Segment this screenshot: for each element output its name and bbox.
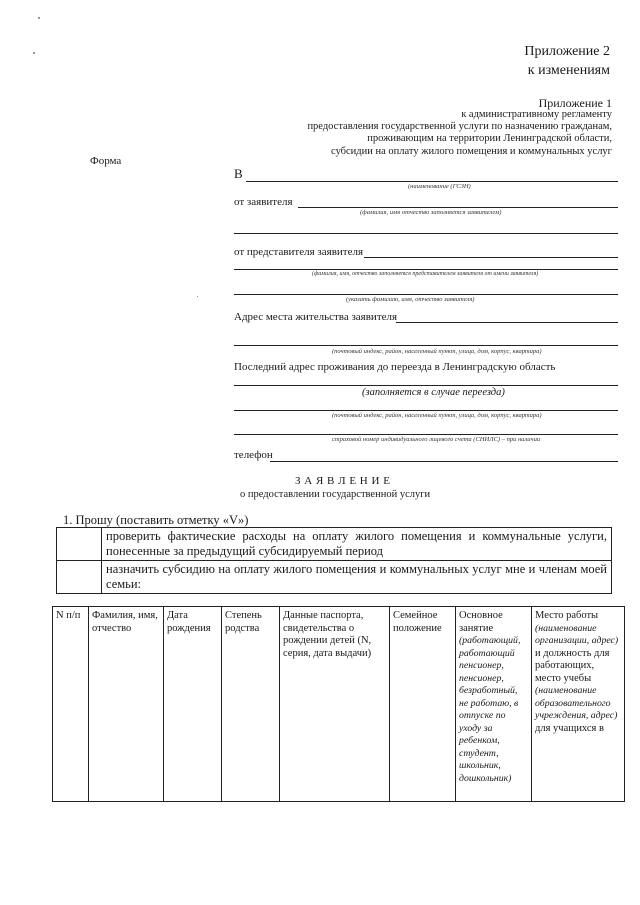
applicant-field-line-2[interactable] xyxy=(234,233,618,234)
applicant-field-line[interactable] xyxy=(298,207,618,208)
to-field-caption: (наименование (ГСЗН) xyxy=(408,183,471,190)
workplace-a: Место работы xyxy=(535,610,599,621)
col-passport-header: Данные паспорта, свидетельства о рождении детей (N, серия, дата выдачи) xyxy=(280,607,390,802)
appendix2-line1: Приложение 2 xyxy=(524,44,610,59)
family-members-table xyxy=(52,606,625,802)
representative-field-line-3[interactable] xyxy=(234,294,618,295)
appendix1-line2: к административному регламенту xyxy=(461,109,612,120)
address-field-caption: (почтовый индекс, район, населенный пункт, улица, дом, корпус, квартира) xyxy=(332,348,542,355)
phone-label: телефон xyxy=(234,449,273,461)
request-label: 1. Прошу (поставить отметку «V») xyxy=(63,513,249,527)
phone-field-line[interactable] xyxy=(270,461,618,462)
address-field-line[interactable] xyxy=(396,322,618,323)
statement-subtitle: о предоставлении государственной услуги xyxy=(240,489,431,500)
appendix1-line5: субсидии на оплату жилого помещения и коммунальных услуг xyxy=(331,146,612,157)
option2-text: назначить субсидию на оплату жилого помещения и коммунальных услуг мне и членам моей семьи: xyxy=(102,561,612,594)
to-field-line[interactable] xyxy=(246,181,618,182)
last-address-note: (заполняется в случае переезда) xyxy=(362,387,505,398)
last-address-field-caption: (почтовый индекс, район, населенный пункт, улица, дом, корпус, квартира) xyxy=(332,412,542,419)
last-address-field-line-2[interactable] xyxy=(234,410,618,411)
representative-field-caption: (фамилия, имя, отчество заполняется представителем заявителя от имени заявителя) xyxy=(312,271,539,277)
last-address-label: Последний адрес проживания до переезда в Ленинградскую область xyxy=(234,361,556,373)
col-marital-header: Семейное положение xyxy=(390,607,456,802)
appendix1-line4: проживающим на территории Ленинградской области, xyxy=(367,133,612,144)
option2-checkbox-cell[interactable] xyxy=(57,561,102,594)
representative-field-line[interactable] xyxy=(364,257,618,258)
applicant-label: от заявителя xyxy=(234,196,293,208)
occupation-note: (работающий, работающий пенсионер, пенсионер, безработный, не работаю, в отпуске по уходу за ребенком, студент, школьник, дошкольник) xyxy=(459,635,521,784)
scan-speck xyxy=(33,52,35,54)
statement-title: З А Я В Л Е Н И Е xyxy=(295,475,391,487)
col-name-header: Фамилия, имя, отчество xyxy=(89,607,164,802)
appendix1-line3: предоставления государственной услуги по назначению гражданам, xyxy=(307,121,612,132)
address-label: Адрес места жительства заявителя xyxy=(234,311,398,323)
workplace-c: и должность для работающих, место учебы xyxy=(535,647,610,684)
request-option-row xyxy=(57,561,612,594)
col-number-header: N п/п xyxy=(53,607,89,802)
col-workplace-header xyxy=(532,607,625,802)
col-birthdate-header: Дата рождения xyxy=(164,607,222,802)
representative-field-line-2[interactable] xyxy=(234,269,618,270)
option1-text: проверить фактические расходы на оплату жилого помещения и коммунальные услуги, понесенные за предыдущий субсидируемый период xyxy=(102,528,612,561)
request-option-row xyxy=(57,528,612,561)
occupation-title: Основное занятие xyxy=(459,610,503,634)
col-relation-header: Степень родства xyxy=(222,607,280,802)
scan-speck xyxy=(38,17,40,19)
scan-speck xyxy=(197,296,198,297)
to-prefix: В xyxy=(234,166,243,181)
appendix2-line2: к изменениям xyxy=(527,63,610,78)
workplace-e: для учащихся в xyxy=(535,722,604,734)
appendix1-line1: Приложение 1 xyxy=(538,96,612,110)
table-header-row xyxy=(53,607,625,802)
option1-checkbox-cell[interactable] xyxy=(57,528,102,561)
snils-field-caption: страховой номер индивидуального лицевого счета (СНИЛС) – при наличии xyxy=(332,436,541,443)
applicant-name-caption: (указать фамилию, имя, отчество заявителя) xyxy=(346,296,475,303)
form-label: Форма xyxy=(90,155,122,167)
applicant-field-caption: (фамилия, имя отчество заполняется заявителем) xyxy=(360,209,502,216)
address-field-line-2[interactable] xyxy=(234,345,618,346)
workplace-d: (наименование образовательного учреждения, адрес) xyxy=(535,685,618,721)
representative-label: от представителя заявителя xyxy=(234,246,364,258)
snils-field-line[interactable] xyxy=(234,434,618,435)
request-options-table xyxy=(56,527,612,594)
col-occupation-header xyxy=(456,607,532,802)
last-address-field-line[interactable] xyxy=(234,385,618,386)
workplace-b: (наименование организации, адрес) xyxy=(535,622,619,646)
